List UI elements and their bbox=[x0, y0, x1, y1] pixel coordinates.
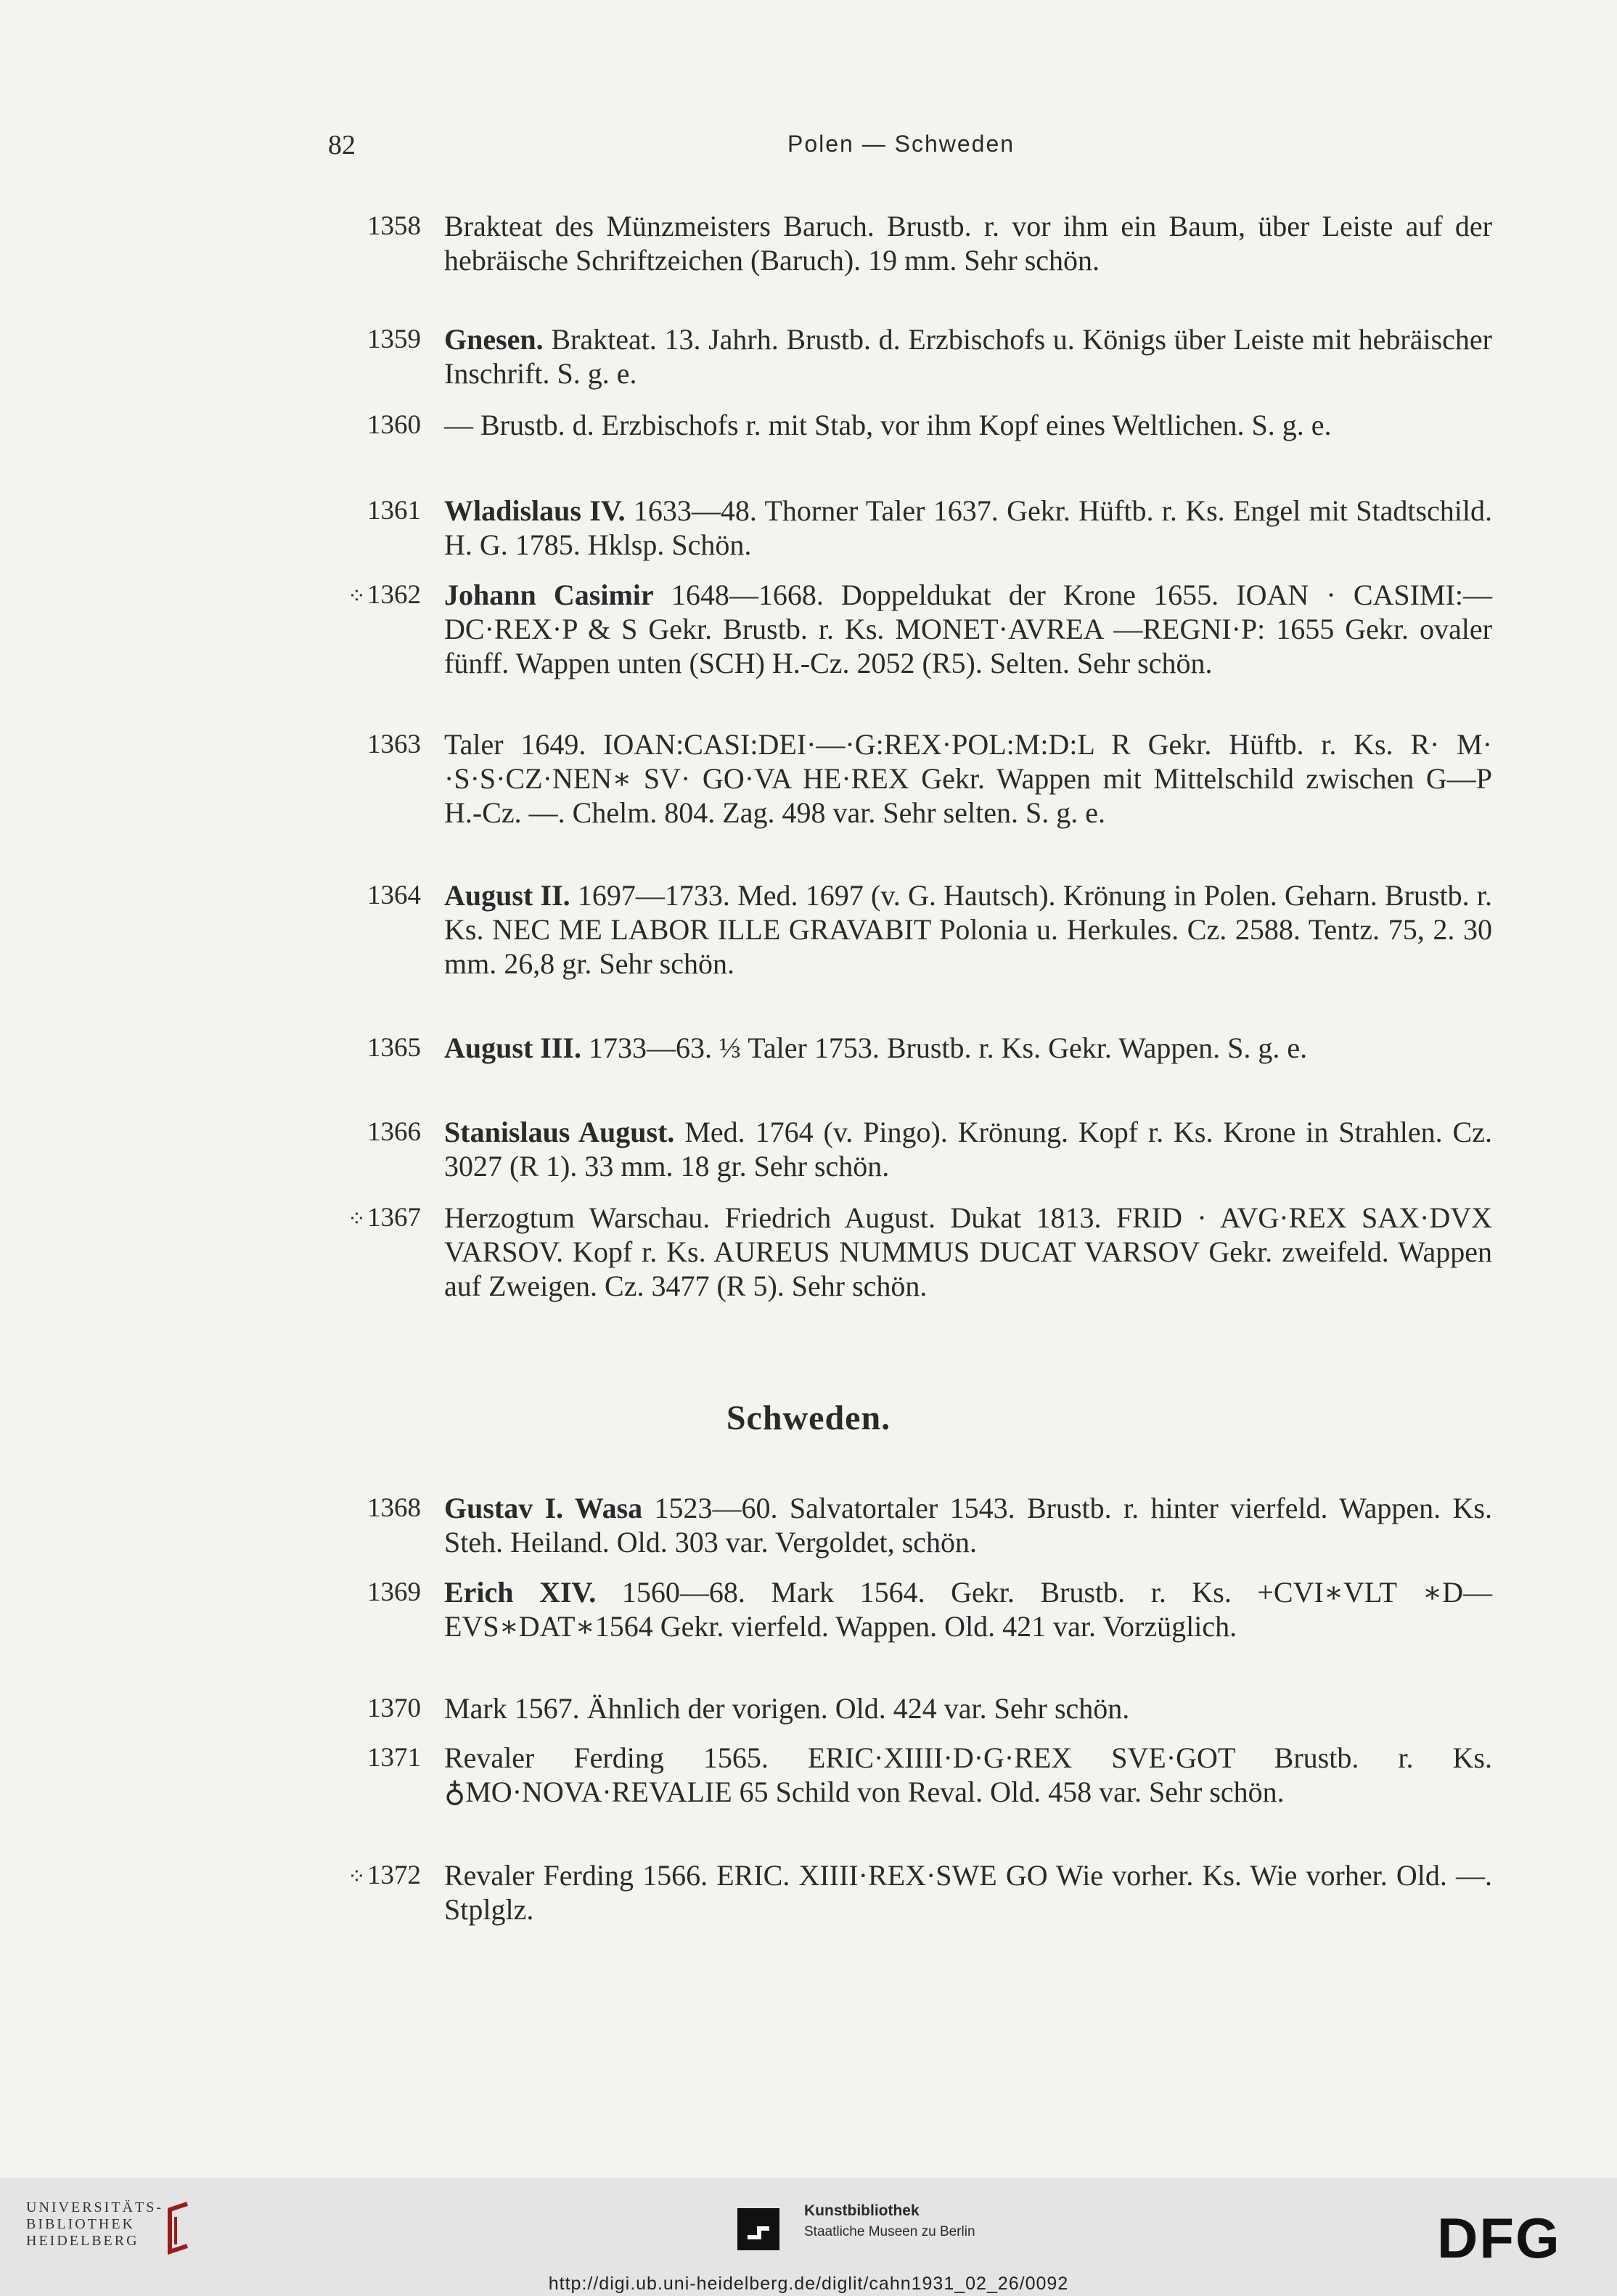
lot-description: Taler 1649. IOAN:CASI:DEI·—·G:REX·POL:M:D:L R Gekr. Hüftb. r. Ks. R· M· ·S·S·CZ·NEN∗ SV· GO·VA HE·REX Gekr. Wappen mit Mittelschild zwischen G—P H.-Cz. —. Chelm. 804. Zag. 498 var. Sehr selten. S. g. e. bbox=[444, 728, 1492, 829]
page-number: 82 bbox=[328, 130, 356, 160]
lot-description: Mark 1567. Ähnlich der vorigen. Old. 424 var. Sehr schön. bbox=[444, 1692, 1130, 1725]
lot-description: Stanislaus August. Med. 1764 (v. Pingo). Krönung. Kopf r. Ks. Krone in Strahlen. Cz. 3027 (R 1). 33 mm. 18 gr. Sehr schön. bbox=[444, 1116, 1492, 1182]
lot-description: Brakteat des Münzmeisters Baruch. Brustb. r. vor ihm ein Baum, über Leiste auf der hebräische Schriftzeichen (Baruch). 19 mm. Sehr schön. bbox=[444, 210, 1492, 277]
lot-number: ⁘1372 bbox=[347, 1860, 421, 1890]
lot-description: Revaler Ferding 1566. ERIC. XIIII·REX·SWE GO Wie vorher. Ks. Wie vorher. Old. —. Stplglz. bbox=[444, 1859, 1492, 1926]
kunstbibliothek-icon bbox=[737, 2208, 779, 2250]
lot-number: 1363 bbox=[367, 730, 421, 759]
lot-description: Wladislaus IV. 1633—48. Thorner Taler 1637. Gekr. Hüftb. r. Ks. Engel mit Stadtschild. H. G. 1785. Hklsp. Schön. bbox=[444, 494, 1492, 561]
lot-number: 1371 bbox=[367, 1743, 421, 1773]
section-title: Schweden. bbox=[726, 1399, 891, 1437]
lot-description: Herzogtum Warschau. Friedrich August. Dukat 1813. FRID · AVG·REX SAX·DVX VARSOV. Kopf r. Ks. AUREUS NUMMUS DUCAT VARSOV Gekr. zweifeld. Wappen auf Zweigen. Cz. 3477 (R 5). Sehr schön. bbox=[444, 1201, 1492, 1302]
star-marker-icon: ⁘ bbox=[347, 584, 366, 608]
heidelberg-university-logo[interactable]: UNIVERSITÄTS- BIBLIOTHEK HEIDELBERG bbox=[26, 2199, 163, 2250]
kunstbibliothek-subtitle: Staatliche Museen zu Berlin bbox=[804, 2224, 975, 2239]
viewer-footer bbox=[0, 2178, 1617, 2296]
lot-description: Erich XIV. 1560—68. Mark 1564. Gekr. Brustb. r. Ks. +CVI∗VLT ∗D—EVS∗DAT∗1564 Gekr. vierfeld. Wappen. Old. 421 var. Vorzüglich. bbox=[444, 1576, 1492, 1643]
lot-number: 1368 bbox=[367, 1493, 421, 1523]
lot-number: 1359 bbox=[367, 324, 421, 354]
lot-number: 1360 bbox=[367, 410, 421, 440]
permalink-url[interactable]: http://digi.ub.uni-heidelberg.de/diglit/cahn1931_02_26/0092 bbox=[548, 2273, 1069, 2294]
star-marker-icon: ⁘ bbox=[347, 1865, 366, 1889]
lot-description: Revaler Ferding 1565. ERIC·XIIII·D·G·REX SVE·GOT Brustb. r. Ks. ♁MO·NOVA·REVALIE 65 Schild von Reval. Old. 458 var. Sehr schön. bbox=[444, 1741, 1492, 1808]
lot-number: 1369 bbox=[367, 1577, 421, 1607]
lot-number: 1370 bbox=[367, 1694, 421, 1723]
lot-description: Gnesen. Brakteat. 13. Jahrh. Brustb. d. Erzbischofs u. Königs über Leiste mit hebräischer Inschrift. S. g. e. bbox=[444, 323, 1492, 390]
kunstbibliothek-title: Kunstbibliothek bbox=[804, 2202, 920, 2219]
lot-number: ⁘1362 bbox=[347, 580, 421, 610]
lot-number: 1366 bbox=[367, 1117, 421, 1147]
lot-number: ⁘1367 bbox=[347, 1203, 421, 1233]
lot-description: Gustav I. Wasa 1523—60. Salvatortaler 1543. Brustb. r. hinter vierfeld. Wappen. Ks. Steh. Heiland. Old. 303 var. Vergoldet, schön. bbox=[444, 1492, 1492, 1558]
lot-description: — Brustb. d. Erzbischofs r. mit Stab, vor ihm Kopf eines Weltlichen. S. g. e. bbox=[444, 409, 1332, 441]
star-marker-icon: ⁘ bbox=[347, 1207, 366, 1231]
lot-description: August II. 1697—1733. Med. 1697 (v. G. Hautsch). Krönung in Polen. Geharn. Brustb. r. Ks. NEC ME LABOR ILLE GRAVABIT Polonia u. Herkules. Cz. 2588. Tentz. 75, 2. 30 mm. 26,8 gr. Sehr schön. bbox=[444, 879, 1492, 980]
page-header bbox=[0, 129, 1617, 166]
lot-number: 1364 bbox=[367, 881, 421, 910]
lot-description: August III. 1733—63. ⅓ Taler 1753. Brustb. r. Ks. Gekr. Wappen. S. g. e. bbox=[444, 1031, 1308, 1064]
heidelberg-emblem-icon bbox=[154, 2199, 195, 2256]
lot-number: 1358 bbox=[367, 211, 421, 241]
lot-number: 1365 bbox=[367, 1033, 421, 1063]
lot-number: 1361 bbox=[367, 496, 421, 526]
lot-description: Johann Casimir 1648—1668. Doppeldukat der Krone 1655. IOAN · CASIMI:—DC·REX·P & S Gekr. Brustb. r. Ks. MONET·AVREA —REGNI·P: 1655 Gekr. ovaler fünff. Wappen unten (SCH) H.-Cz. 2052 (R5). Selten. Sehr schön. bbox=[444, 579, 1492, 679]
running-head: Polen — Schweden bbox=[787, 131, 1015, 157]
dfg-logo[interactable]: DFG bbox=[1437, 2206, 1561, 2270]
